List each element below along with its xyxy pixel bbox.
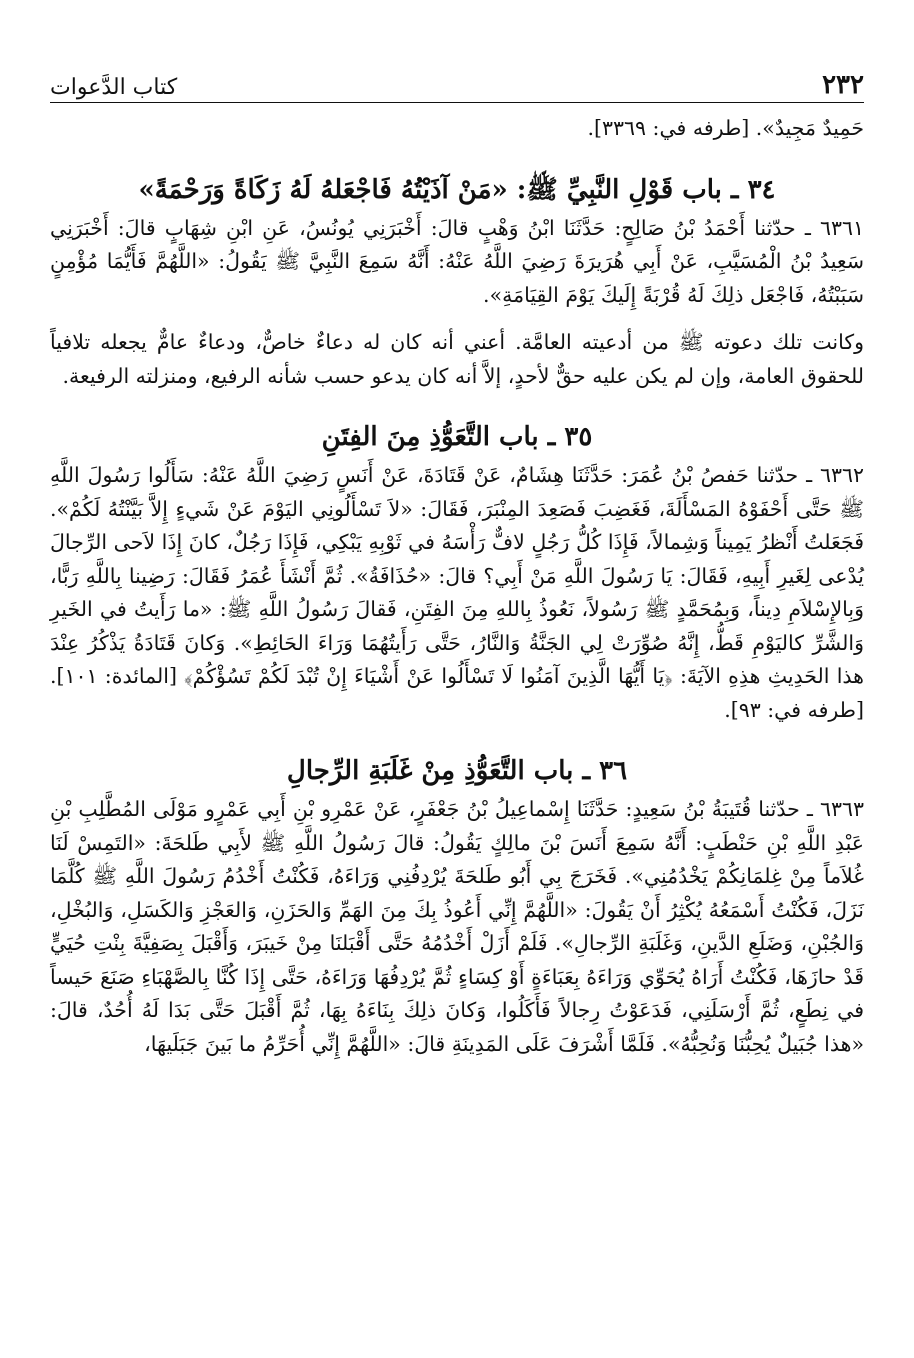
continuation-text: حَمِيدٌ مَجِيدٌ». [طرفه في: ٣٣٦٩].: [587, 116, 864, 140]
chapter-34-title: ٣٤ ـ باب قَوْلِ النَّبِيِّ ﷺ: «مَنْ آذَيْتُهُ فَاجْعَلهُ لَهُ زَكَاةً وَرَحْمَةً»: [138, 174, 776, 205]
page-content: [50, 112, 864, 1061]
book-title: كتاب الدَّعوات: [50, 75, 178, 100]
chapter-35-title: ٣٥ ـ باب التَّعَوُّذِ مِنَ الفِتَنِ: [321, 422, 593, 452]
page-number: ٢٣٢: [822, 70, 864, 100]
chapter-36-title: ٣٦ ـ باب التَّعَوُّذِ مِنْ غَلَبَةِ الرِّجالِ: [286, 756, 628, 786]
hadith-6363: ٦٣٦٣ ـ حدّثنا قُتَيبَةُ بْنُ سَعِيدٍ: حَدَّثَنَا إِسْماعِيلُ بْنُ جَعْفَرٍ، عَنْ عَمْرِو بْنِ أَبِي عَمْرٍو مَوْلَى المُطَّلِبِ بْنِ عَبْدِ اللَّهِ بْنِ حَنْطَبٍ: أَنَّهُ سَمِعَ أَنَسَ بْنَ مالِكٍ يَقُولُ: قالَ رَسُولُ اللَّهِ ﷺ لأَبِي طَلحَةَ: «التَمِسْ لَنَا غُلاَماً مِنْ غِلمَانِكُمْ يَخْدُمُنِي». فَخَرَجَ بِي أَبُو طَلحَةَ يُرْدِفُنِي وَرَاءَهُ، فَكُنْتُ أَخْدُمُ رَسُولَ اللَّهِ ﷺ كُلَّمَا نَزَلَ، فَكُنْتُ أَسْمَعُهُ يُكْثِرُ أَنْ يَقُولَ: «اللَّهُمَّ إِنِّي أَعُوذُ بِكَ مِنَ الهَمِّ وَالحَزَنِ، وَالعَجْزِ وَالكَسَلِ، وَالبُخْلِ، وَالجُبْنِ، وَضَلَعِ الدَّينِ، وَغَلَبَةِ الرِّجالِ». فَلَمْ أَزَلْ أَخْدُمُهُ حَتَّى أَقْبَلنَا مِنْ خَيبَرَ، وَأَقْبَلَ بِصَفِيَّةَ بِنْتِ حُيَيٍّ قَدْ حازَهَا، فَكُنْتُ أَرَاهُ يُحَوِّي وَرَاءَهُ بِعَبَاءَةٍ أَوْ كِسَاءٍ ثُمَّ يُرْدِفُهَا وَرَاءَهُ، حَتَّى إِذَا كُنَّا بِالصَّهْبَاءِ صَنَعَ حَيساً في نِطَعٍ، ثُمَّ أَرْسَلَنِي، فَدَعَوْتُ رِجالاً فَأَكَلُوا، وَكانَ ذلِكَ بِنَاءَهُ بِهَا، ثُمَّ أَقْبَلَ حَتَّى بَدَا لَهُ أُحُدٌ، قالَ: «هذا جُبَيلٌ يُحِبُّنَا وَنُحِبُّهُ». فَلَمَّا أَشْرَفَ عَلَى المَدِينَةِ قالَ: «اللَّهُمَّ إِنِّي أُحَرِّمُ ما بَينَ جَبَلَيهَا،: [50, 797, 864, 1056]
page-header: [50, 60, 864, 103]
hadith-6361: ٦٣٦١ ـ حدّثنا أَحْمَدُ بْنُ صَالِحٍ: حَدَّثَنَا ابْنُ وَهْبٍ قالَ: أَخْبَرَنِي يُونُسُ، عَنِ ابْنِ شِهَابٍ قالَ: أَخْبَرَنِي سَعِيدُ بْنُ الْمُسَيَّبِ، عَنْ أَبِي هُرَيرَةَ رَضِيَ اللَّهُ عَنْهُ: أَنَّهُ سَمِعَ النَّبِيَّ ﷺ يَقُولُ: «اللَّهُمَّ فَأَيُّمَا مُؤْمِنٍ سَبَبْتُهُ، فَاجْعَل ذلِكَ لَهُ قُرْبَةً إِلَيكَ يَوْمَ القِيَامَةِ».: [50, 215, 864, 307]
commentary-text: وكانت تلك دعوته ﷺ من أدعيته العامَّة. أعني أنه كان له دعاءٌ خاصٌّ، ودعاءٌ عامٌّ يجعله تلافياً للحقوق العامة، وإن لم يكن عليه حقٌّ لأحدٍ، إلاَّ أنه كان يدعو حسب شأنه الرفيع، ومنزلته الرفيعة.: [50, 330, 864, 388]
hadith-6362: ٦٣٦٢ ـ حدّثنا حَفصُ بْنُ عُمَرَ: حَدَّثَنَا هِشَامٌ، عَنْ قَتَادَةَ، عَنْ أَنَسٍ رَضِيَ اللَّهُ عَنْهُ: سَأَلُوا رَسُولَ اللَّهِ ﷺ حَتَّى أَحْفَوْهُ المَسْأَلَةَ، فَغَضِبَ فَصَعِدَ المِنْبَرَ، فَقَالَ: «لاَ تَسْأَلُونِي اليَوْمَ عَنْ شَيءٍ إِلاَّ بَيَّنْتُهُ لَكُمْ». فَجَعَلتُ أَنْظرُ يَمِيناً وَشِمالاً، فَإِذَا كُلُّ رَجُلٍ لافٌّ رَأْسَهُ في ثَوْبِهِ يَبْكِي، فَإِذَا رَجُلٌ، كانَ إِذَا لاَحى الرِّجالَ يُدْعى لِغَيرِ أَبِيهِ، فَقَالَ: يَا رَسُولَ اللَّهِ مَنْ أَبِي؟ قالَ: «حُذَافَةُ». ثُمَّ أَنْشَأَ عُمَرُ فَقَالَ: رَضِينا بِاللَّهِ رَبًّا، وَبِالإِسْلاَمِ دِيناً، وَبِمُحَمَّدٍ ﷺ رَسُولاً، نَعُوذُ بِاللهِ مِنَ الفِتَنِ، فَقالَ رَسُولُ اللَّهِ ﷺ: «ما رَأَيتُ في الخَيرِ وَالشَّرِّ كاليَوْمِ قَطُّ، إِنَّهُ صُوِّرَتْ لِي الجَنَّةُ وَالنَّارُ، حَتَّى رَأَيتُهُمَا وَرَاءَ الحَائِطِ». وَكانَ قَتَادَةُ يَذْكُرُ عِنْدَ هذا الحَدِيثِ هذِهِ الآيَةَ: ﴿يَا أَيُّهَا الَّذِينَ آمَنُوا لَا تَسْأَلُوا عَنْ أَشْيَاءَ إِنْ تُبْدَ لَكُمْ تَسُؤْكُمْ﴾ [المائدة: ١٠١]. [طرفه في: ٩٣].: [50, 463, 864, 722]
